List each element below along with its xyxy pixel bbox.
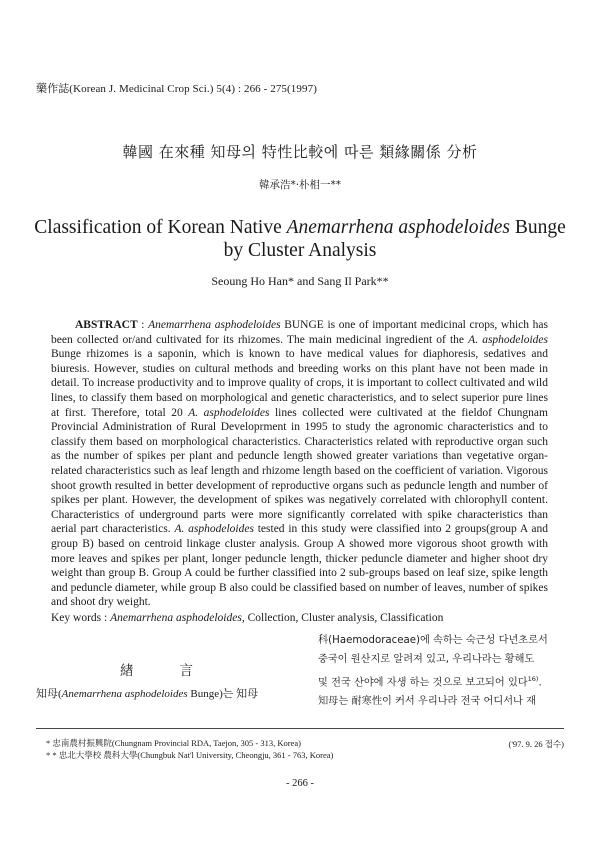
intro-left-species: Anemarrhena asphodeloides <box>61 688 188 700</box>
intro-left-b: Bunge)는 知母 <box>187 688 259 700</box>
abstract-label: ABSTRACT <box>75 319 138 331</box>
reference-superscript: 16) <box>527 674 539 683</box>
footnote-2: * * 忠北大學校 農科大學(Chungbuk Nat'l University, Cheongju, 361 - 763, Korea) <box>46 750 334 760</box>
section-heading-introduction <box>120 659 240 679</box>
intro-right-line-1: 科(Haemodoraceae)에 속하는 숙근성 다년초로서 <box>318 635 548 646</box>
abstract-text-4: tested in this study were classified into 2 groups(group A and group B) based on centroid linkage cluster analysis. Group A showed more vigorous shoot growth with more leaves and spikes per plant, longer peduncle length, thicker peduncle diameter and higher shoot dry weight than group B. Group A could be further classified into 2 sub-groups based on leaf size, spike length and peduncle diameter, while group B also could be classified based on number of leaves, number of spikes and shoot dry weight. <box>51 523 548 609</box>
section-heading-char-1: 緖 <box>120 663 136 679</box>
intro-left-column <box>36 685 306 701</box>
abstract-text-1: BUNGE is one of important medicinal crops, which has been collected or/and cultivated for its rhizomes. The main medicinal ingredient of the <box>51 319 548 346</box>
keywords <box>51 612 571 624</box>
abstract-text-2: Bunge rhizomes is a saponin, which is known to have medical values for diaphoresis, sedatives and biuresis. However, studies on cultural methods and breeding works on this plant have not been made in detail. To increase productivity and to improve quality of crops, it is important to collect cultivated and wild lines, to classify them based on morphological and genetic characteristics, and to select superior pure lines at first. Therefore, total 20 <box>51 348 548 419</box>
intro-right-line-2: 중국이 원산지로 알려져 있고, 우리나라는 황해도 <box>318 653 535 665</box>
korean-authors: 韓承浩*·朴相一** <box>258 179 342 191</box>
title-part2: Bunge <box>509 217 566 238</box>
korean-title: 韓國 在來種 知母의 特性比較에 따른 類緣關係 分析 <box>122 143 478 161</box>
journal-citation: 藥作誌(Korean J. Medicinal Crop Sci.) 5(4) : 266 - 275(1997) <box>36 83 317 95</box>
english-title <box>0 216 600 262</box>
title-line2: by Cluster Analysis <box>223 240 377 261</box>
title-part1: Classification of Korean Native <box>34 217 287 238</box>
keywords-sep: : <box>101 612 111 624</box>
keywords-rest: Collection, Cluster analysis, Classification <box>244 612 444 624</box>
intro-right-line-3-text: 및 전국 산야에 자생 하는 것으로 보고되어 있다 <box>318 676 528 688</box>
footnote-divider <box>36 728 564 729</box>
abstract <box>51 318 548 610</box>
abstract-sep: : <box>137 319 149 331</box>
abstract-species-4: A. asphodeloides <box>174 523 254 536</box>
abstract-species-3: A. asphodeloides <box>188 406 270 419</box>
intro-right-line-4: 知母는 耐寒性이 커서 우리나라 전국 어디서나 재 <box>318 695 536 707</box>
abstract-species-1: Anemarrhena asphodeloides <box>148 319 281 331</box>
intro-left-a: 知母( <box>36 688 62 700</box>
english-authors: Seoung Ho Han* and Sang Il Park** <box>211 274 389 288</box>
intro-right-column <box>318 632 564 712</box>
intro-right-line-3-end: . <box>538 676 542 688</box>
title-species: Anemarrhena asphodeloides <box>286 217 510 238</box>
abstract-species-2: A. asphodeloides <box>468 333 548 346</box>
section-heading-char-2: 言 <box>179 663 195 679</box>
footnote-1: * 忠南農村振興院(Chungnam Provincial RDA, Taejon, 305 - 313, Korea) <box>46 738 301 748</box>
intro-right-line-3 <box>318 670 564 693</box>
page-number: - 266 - <box>286 778 314 789</box>
keywords-species: Anemarrhena asphodeloides, <box>110 612 245 624</box>
keywords-label: Key words <box>51 612 102 624</box>
received-date: ('97. 9. 26 접수) <box>508 739 564 749</box>
abstract-text-3: lines collected were cultivated at the fieldof Chungnam Provincial Administration of Rural Developrment in 1995 to study the agronomic characteristics and to classify them based on morphological characteristics. Characteristics related with reproductive organ such as the number of spikes per plant and peduncle length showed greater variations than vegetative organ-related characteristics such as leaf length and rhizome length based on the coefficient of variation. Vigorous shoot growth resulted in better development of reproductive organs such as peduncle length and number of spikes per plant. However, the development of spikes was negatively correlated with chlorophyll content. Characteristics of underground parts were more significantly correlated with spike characteristics than aerial part characteristics. <box>51 406 548 536</box>
